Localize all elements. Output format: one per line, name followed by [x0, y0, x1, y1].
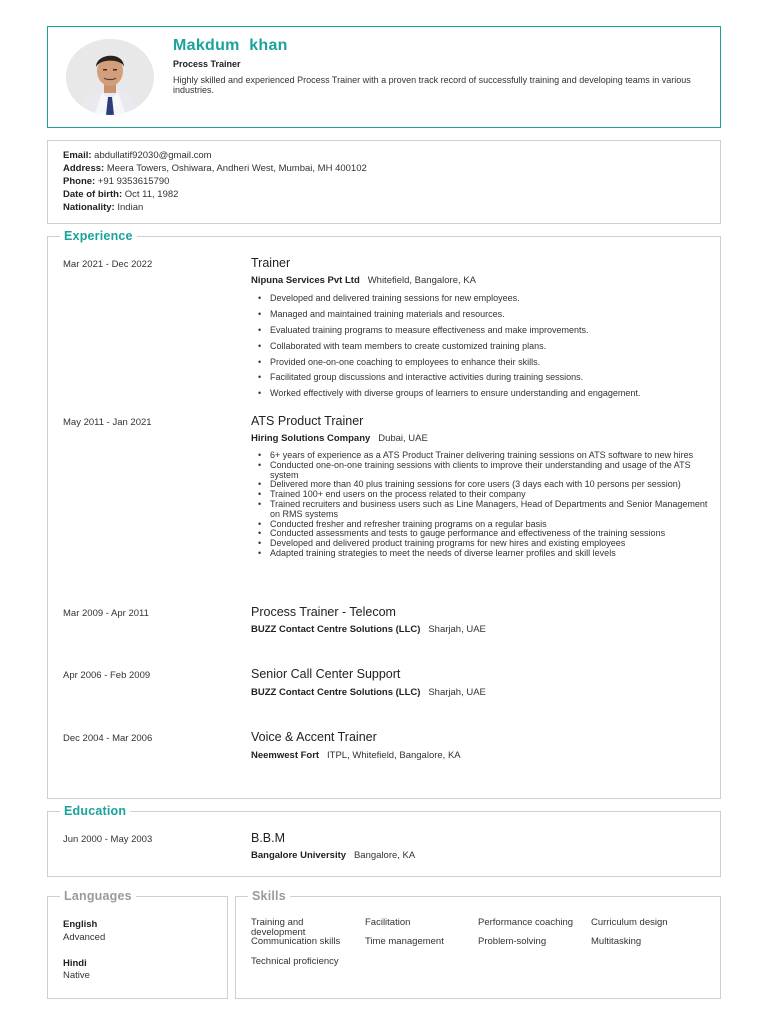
- education-heading: Education: [60, 804, 130, 818]
- job-company: Nipuna Services Pvt Ltd: [251, 275, 360, 286]
- person-photo-icon: [66, 39, 154, 115]
- email-label: Email:: [63, 150, 92, 161]
- skill-item: Technical proficiency: [251, 956, 339, 967]
- list-item: • Delivered more than 40 plus training sessions for core users (3 days each with 10 persons per session): [256, 480, 712, 490]
- list-item: • Conducted fresher and refresher training programs on a regular basis: [256, 520, 712, 530]
- list-item: • Provided one-on-one coaching to employees to enhance their skills.: [256, 357, 640, 373]
- job-company: BUZZ Contact Centre Solutions (LLC): [251, 687, 421, 698]
- dob-row: [63, 189, 178, 200]
- job-location: Dubai, UAE: [378, 433, 428, 444]
- job-company: BUZZ Contact Centre Solutions (LLC): [251, 624, 421, 635]
- resume-header: [47, 26, 721, 128]
- job-title: ATS Product Trainer: [251, 414, 364, 428]
- languages-heading: Languages: [60, 889, 136, 903]
- job-location: Sharjah, UAE: [428, 624, 486, 635]
- email-row: [63, 150, 212, 161]
- phone-label: Phone:: [63, 176, 96, 187]
- phone-value: +91 9353615790: [97, 176, 170, 187]
- profile-summary: Highly skilled and experienced Process Trainer with a proven track record of successfully training and developing teams in various industries.: [173, 75, 691, 95]
- list-item: • 6+ years of experience as a ATS Product Trainer delivering training sessions on ATS software to new hires: [256, 451, 712, 461]
- job-location: Whitefield, Bangalore, KA: [367, 275, 476, 286]
- list-item: • Developed and delivered training sessions for new employees.: [256, 293, 640, 309]
- job-title: Process Trainer - Telecom: [251, 605, 396, 619]
- list-item: • Managed and maintained training materials and resources.: [256, 309, 640, 325]
- list-item: • Adapted training strategies to meet the needs of diverse learner profiles and skill levels: [256, 549, 712, 559]
- list-item: • Evaluated training programs to measure effectiveness and make improvements.: [256, 325, 640, 341]
- address-label: Address:: [63, 163, 105, 174]
- language-level: Advanced: [63, 932, 106, 943]
- nationality-value: Indian: [117, 202, 144, 213]
- skill-item: Performance coaching: [478, 917, 574, 928]
- address-row: [63, 163, 367, 174]
- list-item: • Trained 100+ end users on the process related to their company: [256, 490, 712, 500]
- experience-heading: Experience: [60, 229, 137, 243]
- phone-row: [63, 176, 169, 187]
- list-item: • Conducted one-on-one training sessions with clients to improve their understanding and usage of the ATS system: [256, 461, 712, 481]
- skill-item: Facilitation: [365, 917, 411, 928]
- list-item: • Developed and delivered product training programs for new hires and existing employees: [256, 539, 712, 549]
- school-line: [251, 850, 415, 861]
- languages-section: [47, 889, 228, 999]
- job-title: Voice & Accent Trainer: [251, 730, 377, 744]
- job-company: Hiring Solutions Company: [251, 433, 371, 444]
- job-company: Neemwest Fort: [251, 750, 320, 761]
- skill-item: Training and development: [251, 917, 306, 938]
- job-title: Senior Call Center Support: [251, 667, 401, 681]
- job-dates: Mar 2009 - Apr 2011: [63, 608, 149, 619]
- nationality-label: Nationality:: [63, 202, 115, 213]
- skill-item: Curriculum design: [591, 917, 668, 928]
- job-company-line: [251, 687, 486, 698]
- job-location: Sharjah, UAE: [428, 687, 486, 698]
- job-title: Trainer: [251, 256, 291, 270]
- list-item: • Worked effectively with diverse groups of learners to ensure understanding and engagement.: [256, 388, 640, 404]
- language-name: English: [63, 919, 98, 930]
- school-location: Bangalore, KA: [353, 850, 416, 861]
- job-dates: Dec 2004 - Mar 2006: [63, 733, 153, 744]
- candidate-name: Makdum khan: [173, 37, 288, 54]
- experience-section: [47, 229, 721, 799]
- list-item: • Trained recruiters and business users such as Line Managers, Head of Departments and Senior Management on RMS systems: [256, 500, 712, 520]
- dob-label: Date of birth:: [63, 189, 123, 200]
- job-bullet-list: [256, 293, 640, 404]
- language-name: Hindi: [63, 958, 87, 969]
- nationality-row: [63, 202, 143, 213]
- school-name: Bangalore University: [251, 850, 347, 861]
- job-company-line: [251, 750, 461, 761]
- list-item: • Conducted assessments and tests to gauge performance and effectiveness of the training sessions: [256, 529, 712, 539]
- list-item: • Collaborated with team members to create customized training plans.: [256, 341, 640, 357]
- skill-item: Problem-solving: [478, 936, 547, 947]
- degree-title: B.B.M: [251, 831, 286, 845]
- address-value: Meera Towers, Oshiwara, Andheri West, Mumbai, MH 400102: [106, 163, 367, 174]
- job-dates: Mar 2021 - Dec 2022: [63, 259, 153, 270]
- job-company-line: [251, 433, 428, 444]
- skills-section: [235, 889, 721, 999]
- education-dates: Jun 2000 - May 2003: [63, 834, 153, 845]
- skill-item: Communication skills: [251, 936, 341, 947]
- language-level: Native: [63, 970, 90, 981]
- candidate-role: Process Trainer: [173, 59, 241, 69]
- skill-item: Time management: [365, 936, 444, 947]
- job-company-line: [251, 624, 486, 635]
- skills-heading: Skills: [248, 889, 290, 903]
- profile-photo: [66, 39, 154, 115]
- dob-value: Oct 11, 1982: [124, 189, 179, 200]
- job-location: ITPL, Whitefield, Bangalore, KA: [327, 750, 461, 761]
- job-bullet-list: [256, 451, 712, 559]
- education-section: [47, 804, 721, 877]
- list-item: • Facilitated group discussions and interactive activities during training sessions.: [256, 372, 640, 388]
- skill-item: Multitasking: [591, 936, 642, 947]
- email-value: abdullatif92030@gmail.com: [94, 150, 212, 161]
- contact-details: [47, 140, 721, 224]
- job-dates: May 2011 - Jan 2021: [63, 417, 152, 428]
- job-company-line: [251, 275, 476, 286]
- job-dates: Apr 2006 - Feb 2009: [63, 670, 151, 681]
